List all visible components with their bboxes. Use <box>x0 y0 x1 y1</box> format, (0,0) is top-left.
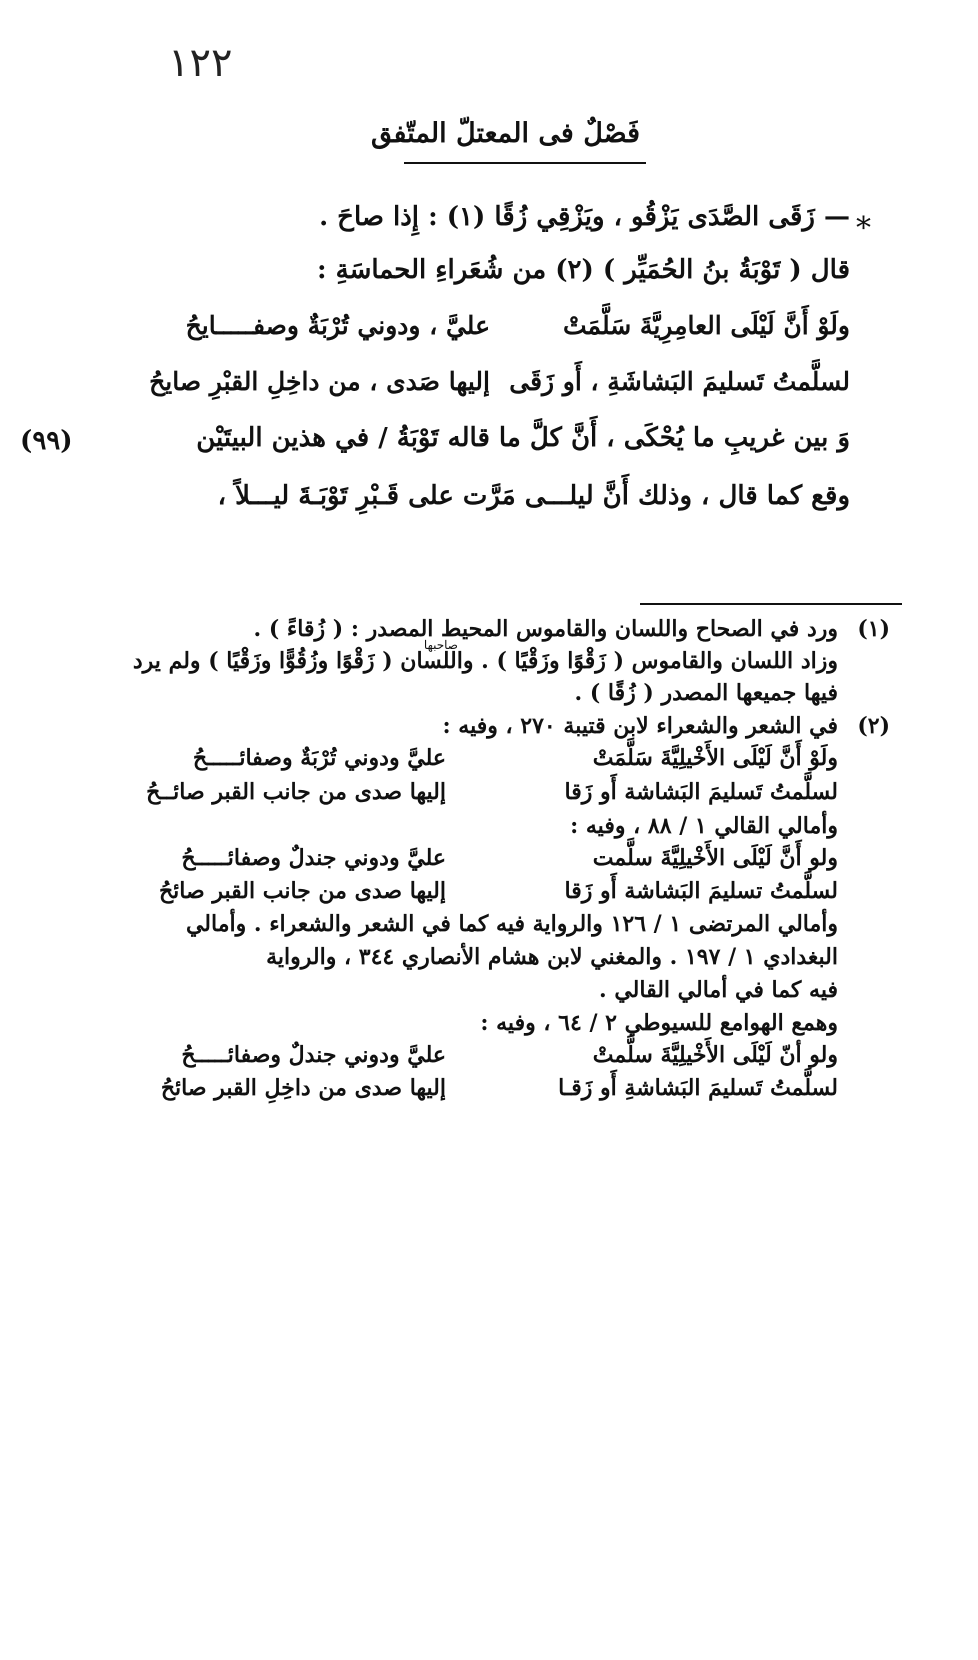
footnote-2-verse-1-first: ولَوْ أَنَّ لَيْلَى الأَخْيلِيَّةَ سَلَّمَتْ <box>592 745 838 771</box>
footnote-1-line-2: وزاد اللسان والقاموس ( زَقْوًا وزَقْيًا ) . واللسان ( زَقْوًا وزُقُوًّا وزَقْيًا ) ولم يرد <box>132 648 838 674</box>
verse-1-second-hemistich: عليَّ ، ودوني تُرْبَةٌ وصفـــــايحُ <box>185 311 490 340</box>
footnote-2-verse-2-second: إليها صدى من جانب القبر صائــحُ <box>146 779 446 805</box>
entry-marker: * <box>856 211 871 246</box>
verse-2-first-hemistich: لسلَّمتُ تَسليمَ البَشاشَةِ ، أَو زَقَى <box>509 367 850 396</box>
entry-head: — زَقَى الصَّدَى يَزْقُو ، ويَزْقِي زُقًا (١) : إِذا صاحَ . <box>319 202 850 232</box>
page-number: ١٢٢ <box>168 40 233 86</box>
footnote-2-verse-6-first: لسلَّمتُ تَسليمَ البَشاشةِ أَو زَقـا <box>558 1075 838 1101</box>
footnote-2-verse-3-second: عليَّ ودوني جندلٌ وصفائـــــحُ <box>181 845 446 871</box>
footnote-2-verse-4-second: إليها صدى من جانب القبر صائحُ <box>158 878 446 904</box>
title-underline <box>404 162 646 164</box>
footnote-2-source-1: في الشعر والشعراء لابن قتيبة ٢٧٠ ، وفيه : <box>442 713 838 739</box>
entry-text-1: وَ بين غريبِ ما يُحْكَى ، أَنَّ كلَّ ما قاله تَوْبَةُ / في هذين البيتَيْن <box>196 423 850 453</box>
footnote-2-verse-6-second: إليها صدى من داخِلِ القبر صائحُ <box>160 1075 446 1101</box>
footnote-2-source-3: وأمالي المرتضى ١ / ١٢٦ والرواية فيه كما في الشعر والشعراء . وأمالي <box>185 911 838 937</box>
footnote-2-source-6: وهمع الهوامع للسيوطي ٢ / ٦٤ ، وفيه : <box>480 1010 838 1036</box>
footnote-2-verse-4-first: لسلَّمتُ تسليمَ البَشاشة أَو زَقا <box>564 878 838 904</box>
entry-text-2: وقع كما قال ، وذلك أَنَّ ليلـــى مَرَّت على قَـبْرِ تَوْبَـةَ ليـــلاً ، <box>217 481 850 511</box>
verse-1-first-hemistich: ولَوْ أَنَّ لَيْلَى العامِرِيَّةَ سَلَّمَتْ <box>562 311 850 340</box>
footnote-2-verse-5-first: ولو أنّ لَيْلَى الأَخْيلِيَّةَ سلَّمتْ <box>592 1042 838 1068</box>
section-title: فَصْلٌ فى المعتلّ المتّفق <box>371 118 640 149</box>
footnote-2-verse-3-first: ولو أَنَّ لَيْلَى الأَخْيلِيَّةَ سلَّمت <box>592 845 838 871</box>
page-reference: (٩٩) <box>20 426 73 456</box>
footnote-separator <box>640 603 902 605</box>
footnote-1-overwrite: صاحبها <box>423 638 458 652</box>
footnote-1-line-1: ورد في الصحاح واللسان والقاموس المحيط المصدر : ( زُقاءً ) . <box>253 616 838 642</box>
footnote-1-number: (١) <box>857 616 890 642</box>
footnote-2-source-2: وأمالي القالي ١ / ٨٨ ، وفيه : <box>570 813 838 839</box>
entry-intro: قال ( تَوْبَةُ بنُ الحُمَيِّر ) (٢) من شُعَراءِ الحماسَةِ : <box>316 255 850 285</box>
footnote-2-number: (٢) <box>857 713 890 739</box>
footnote-1-line-3: فيها جميعها المصدر ( زُقًا ) . <box>574 680 838 706</box>
footnote-2-source-5: فيه كما في أمالي القالي . <box>599 977 838 1003</box>
footnote-2-verse-2-first: لسلَّمتُ تَسليمَ البَشاشة أَو زَقا <box>564 779 838 805</box>
verse-2-second-hemistich: إليها صَدى ، من داخِلِ القبْرِ صايحُ <box>149 367 490 396</box>
footnote-2-verse-5-second: عليَّ ودوني جندلٌ وصفائـــــحُ <box>181 1042 446 1068</box>
footnote-2-verse-1-second: عليَّ ودوني تُرْبَةٌ وصفائـــــحُ <box>192 745 446 771</box>
footnote-2-source-4: البغدادي ١ / ١٩٧ . والمغني لابن هشام الأنصاري ٣٤٤ ، والرواية <box>266 944 838 970</box>
